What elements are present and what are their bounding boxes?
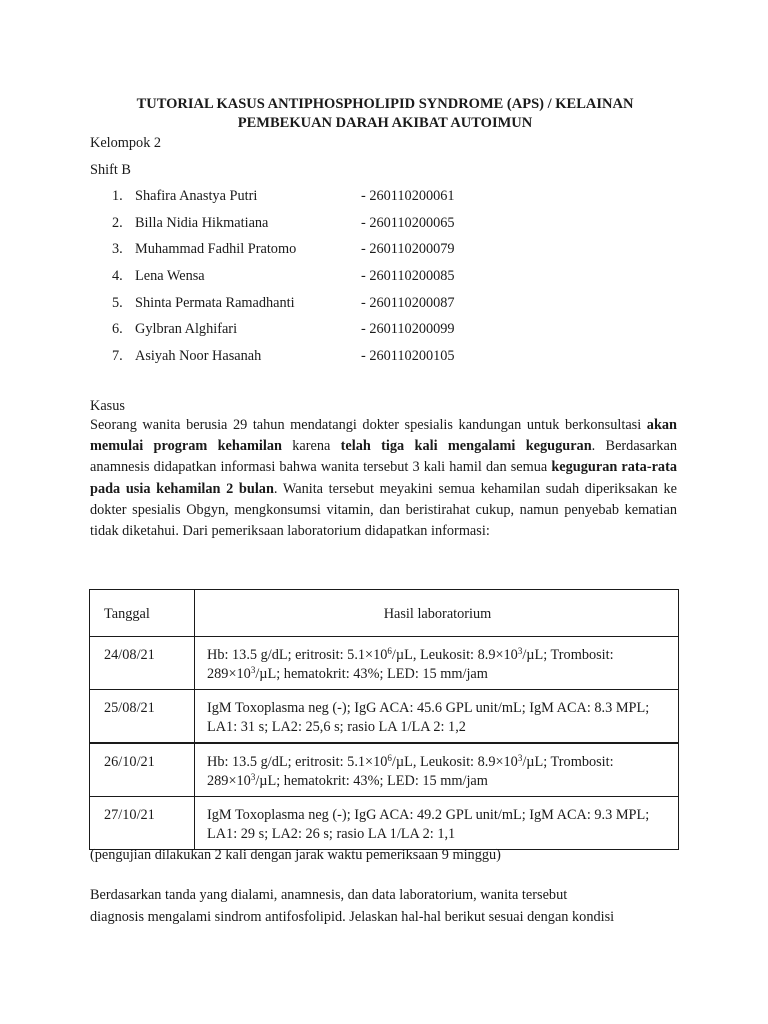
member-nim: - 260110200065 [361, 214, 455, 231]
list-item [90, 319, 690, 346]
member-number: 1. [112, 188, 123, 204]
list-item [90, 346, 690, 373]
member-name: Shinta Permata Ramadhanti [135, 294, 295, 311]
case-heading: Kasus [90, 398, 125, 414]
title-line-1: TUTORIAL KASUS ANTIPHOSPHOLIPID SYNDROME (APS) / KELAINAN [136, 96, 634, 112]
case-text: karena [281, 438, 341, 455]
member-name: Gylbran Alghifari [135, 321, 238, 338]
result-text: /µL, Leukosit: 8.9×10 [391, 647, 518, 663]
conclusion-line-2: diagnosis mengalami sindrom antifosfolipid. Jelaskan hal-hal berikut sesuai dengan kondisi [90, 909, 615, 925]
case-emphasis: telah tiga kali mengalami keguguran [340, 438, 592, 455]
table-row [90, 743, 679, 797]
member-number: 4. [112, 268, 123, 285]
result-text: Hb: 13.5 g/dL; eritrosit: 5.1×10 [207, 647, 388, 663]
member-nim: - 260110200105 [361, 348, 455, 365]
document-title [90, 95, 680, 133]
exponent: 6 [387, 646, 392, 656]
conclusion-line-1: Berdasarkan tanda yang dialami, anamnesis, dan data laboratorium, wanita tersebut [90, 887, 568, 903]
table-header-row [90, 590, 679, 637]
member-name: Muhammad Fadhil Pratomo [135, 241, 297, 258]
member-nim: - 260110200079 [361, 241, 455, 258]
conclusion-paragraph [90, 884, 614, 928]
case-text: Seorang wanita berusia 29 tahun mendatangi dokter spesialis kandungan untuk berkonsultasi [90, 417, 647, 433]
member-name: Lena Wensa [135, 268, 205, 285]
exponent: 3 [517, 646, 523, 656]
case-text: . Wanita tersebut meyakini semua kehamilan sudah diperiksakan ke dokter spesialis Obgyn, mengkonsumsi vitamin, dan beristirahat cukup, namun penyebab kematian tidak diketahui. Dari pemeriksaan laboratorium didapatkan informasi: [90, 480, 677, 540]
case-emphasis: keguguran rata-rata pada usia kehamilan 2 bulan [90, 459, 677, 497]
case-emphasis: akan memulai program kehamilan [90, 417, 677, 455]
result-text: /µL; hematokrit: 43%; LED: 15 mm/jam [255, 665, 488, 682]
member-number: 3. [112, 241, 123, 258]
row-result: IgM Toxoplasma neg (-); IgG ACA: 49.2 GPL unit/mL; IgM ACA: 9.3 MPL; LA1: 29 s; LA2: 26 s; rasio LA 1/LA 2: 1,1 [195, 797, 679, 850]
row-date: 24/08/21 [90, 637, 195, 690]
exponent: 3 [250, 771, 256, 782]
table-row [90, 690, 679, 744]
group-label: Kelompok 2 [90, 135, 162, 151]
exponent: 6 [387, 753, 392, 763]
member-nim: - 260110200061 [361, 188, 455, 204]
member-nim: - 260110200099 [361, 321, 455, 338]
member-name: Asiyah Noor Hasanah [135, 348, 262, 365]
result-text: Hb: 13.5 g/dL; eritrosit: 5.1×10 [207, 754, 388, 770]
shift-label: Shift B [90, 162, 131, 178]
row-date: 27/10/21 [90, 797, 195, 850]
member-list [90, 186, 690, 373]
case-paragraph [90, 415, 677, 542]
table-row [90, 797, 679, 850]
member-number: 6. [112, 321, 123, 338]
member-nim: - 260110200085 [361, 268, 455, 285]
result-text: /µL; Trombosit: 289×10 [207, 754, 614, 789]
table-row [90, 637, 679, 690]
member-name: Shafira Anastya Putri [135, 188, 258, 204]
member-name: Billa Nidia Hikmatiana [135, 214, 269, 231]
row-result [195, 743, 679, 797]
row-date: 25/08/21 [90, 690, 195, 744]
list-item [90, 293, 690, 320]
result-text: /µL; Trombosit: 289×10 [207, 647, 614, 682]
result-text: /µL; hematokrit: 43%; LED: 15 mm/jam [255, 772, 488, 789]
exponent: 3 [517, 753, 523, 763]
member-number: 7. [112, 348, 123, 365]
result-text: /µL, Leukosit: 8.9×10 [391, 754, 518, 770]
row-result: IgM Toxoplasma neg (-); IgG ACA: 45.6 GPL unit/mL; IgM ACA: 8.3 MPL; LA1: 31 s; LA2: 25,6 s; rasio LA 1/LA 2: 1,2 [195, 690, 679, 744]
list-item [90, 186, 690, 213]
exponent: 3 [250, 664, 256, 675]
test-note: (pengujian dilakukan 2 kali dengan jarak waktu pemeriksaan 9 minggu) [90, 847, 501, 863]
lab-results-table [89, 589, 679, 850]
case-text: . Berdasarkan anamnesis didapatkan informasi bahwa wanita tersebut 3 kali hamil dan semua [90, 438, 677, 476]
list-item [90, 239, 690, 266]
column-header-date: Tanggal [90, 590, 195, 637]
row-result [195, 637, 679, 690]
member-nim: - 260110200087 [361, 294, 455, 311]
column-header-result: Hasil laboratorium [195, 590, 679, 637]
list-item [90, 213, 690, 240]
member-number: 2. [112, 214, 123, 231]
title-line-2: PEMBEKUAN DARAH AKIBAT AUTOIMUN [237, 115, 533, 131]
row-date: 26/10/21 [90, 743, 195, 797]
list-item [90, 266, 690, 293]
member-number: 5. [112, 294, 123, 311]
